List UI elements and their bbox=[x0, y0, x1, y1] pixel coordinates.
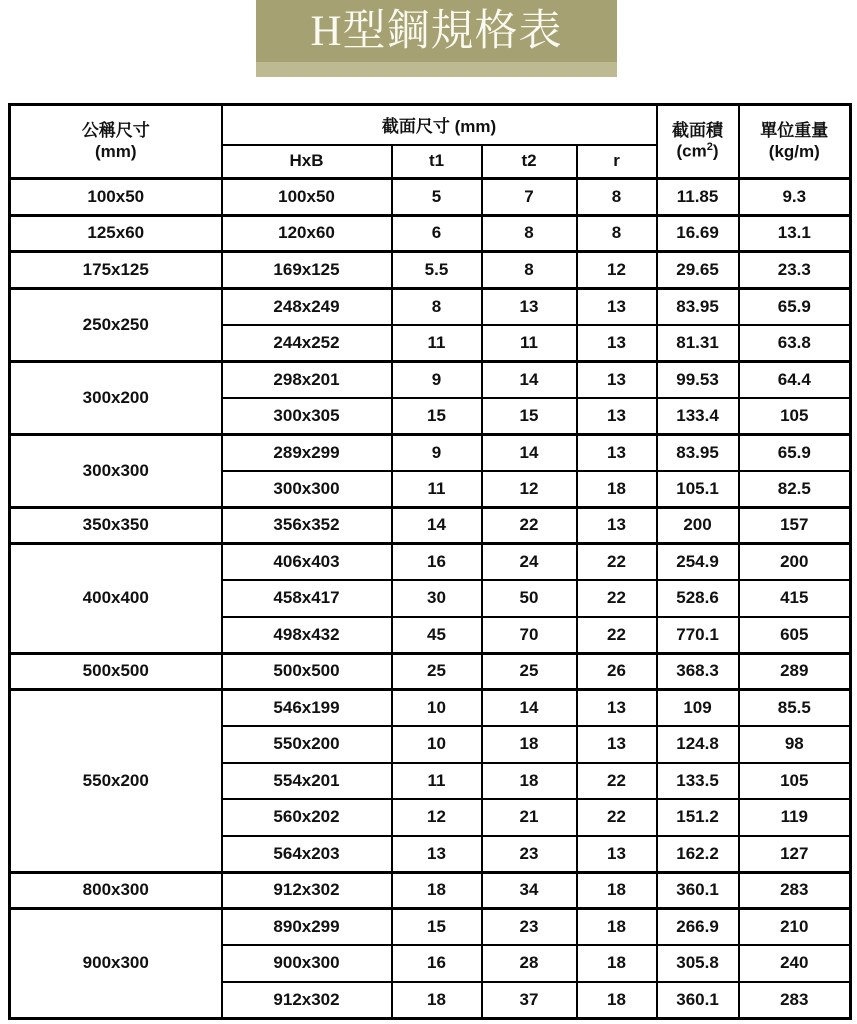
hxb-cell: 406x403 bbox=[222, 544, 392, 581]
header-r: r bbox=[577, 145, 657, 179]
hxb-cell: 500x500 bbox=[222, 653, 392, 690]
t2-cell: 15 bbox=[482, 398, 577, 435]
area-cell: 83.95 bbox=[657, 288, 739, 325]
area-cell: 83.95 bbox=[657, 434, 739, 471]
t1-cell: 10 bbox=[392, 690, 482, 727]
table-row bbox=[10, 653, 851, 690]
weight-cell: 119 bbox=[739, 799, 851, 836]
weight-cell: 105 bbox=[739, 398, 851, 435]
hxb-cell: 298x201 bbox=[222, 361, 392, 398]
header-section-size: 截面尺寸 (mm) bbox=[222, 105, 657, 145]
t1-cell: 15 bbox=[392, 398, 482, 435]
weight-cell: 9.3 bbox=[739, 179, 851, 216]
table-row bbox=[10, 690, 851, 727]
hxb-cell: 900x300 bbox=[222, 945, 392, 982]
t1-cell: 10 bbox=[392, 726, 482, 763]
header-t2: t2 bbox=[482, 145, 577, 179]
weight-cell: 13.1 bbox=[739, 215, 851, 252]
spec-table bbox=[8, 103, 852, 1020]
nominal-size-cell: 800x300 bbox=[10, 872, 222, 909]
weight-cell: 64.4 bbox=[739, 361, 851, 398]
nominal-size-cell: 300x200 bbox=[10, 361, 222, 434]
header-section-area-unit: $(cm^2)$ bbox=[676, 141, 719, 161]
weight-cell: 415 bbox=[739, 580, 851, 617]
area-cell: 124.8 bbox=[657, 726, 739, 763]
area-cell: 528.6 bbox=[657, 580, 739, 617]
t2-cell: 22 bbox=[482, 507, 577, 544]
t1-cell: 11 bbox=[392, 325, 482, 362]
t2-cell: 7 bbox=[482, 179, 577, 216]
weight-cell: 283 bbox=[739, 872, 851, 909]
nominal-size-cell: 175x125 bbox=[10, 252, 222, 289]
hxb-cell: 912x302 bbox=[222, 982, 392, 1019]
hxb-cell: 564x203 bbox=[222, 836, 392, 873]
weight-cell: 605 bbox=[739, 617, 851, 654]
nominal-size-cell: 125x60 bbox=[10, 215, 222, 252]
t2-cell: 70 bbox=[482, 617, 577, 654]
table-row bbox=[10, 434, 851, 471]
t1-cell: 18 bbox=[392, 982, 482, 1019]
nominal-size-cell: 350x350 bbox=[10, 507, 222, 544]
header-nominal-size bbox=[10, 105, 222, 179]
area-cell: 200 bbox=[657, 507, 739, 544]
r-cell: 13 bbox=[577, 690, 657, 727]
r-cell: 18 bbox=[577, 872, 657, 909]
area-cell: 133.4 bbox=[657, 398, 739, 435]
t2-cell: 21 bbox=[482, 799, 577, 836]
hxb-cell: 248x249 bbox=[222, 288, 392, 325]
t1-cell: 11 bbox=[392, 763, 482, 800]
r-cell: 13 bbox=[577, 507, 657, 544]
header-t1: t1 bbox=[392, 145, 482, 179]
hxb-cell: 356x352 bbox=[222, 507, 392, 544]
r-cell: 22 bbox=[577, 799, 657, 836]
t1-cell: 18 bbox=[392, 872, 482, 909]
hxb-cell: 458x417 bbox=[222, 580, 392, 617]
page-title: H型鋼規格表 bbox=[310, 8, 563, 55]
t2-cell: 12 bbox=[482, 471, 577, 508]
header-unit-weight-unit: (kg/m) bbox=[768, 141, 820, 161]
hxb-cell: 169x125 bbox=[222, 252, 392, 289]
weight-cell: 65.9 bbox=[739, 288, 851, 325]
weight-cell: 85.5 bbox=[739, 690, 851, 727]
table-row bbox=[10, 215, 851, 252]
r-cell: 12 bbox=[577, 252, 657, 289]
t2-cell: 18 bbox=[482, 763, 577, 800]
nominal-size-cell: 400x400 bbox=[10, 544, 222, 654]
weight-cell: 157 bbox=[739, 507, 851, 544]
area-cell: 770.1 bbox=[657, 617, 739, 654]
weight-cell: 210 bbox=[739, 909, 851, 946]
t2-cell: 28 bbox=[482, 945, 577, 982]
area-cell: 360.1 bbox=[657, 872, 739, 909]
header-unit-weight bbox=[739, 105, 851, 179]
t1-cell: 14 bbox=[392, 507, 482, 544]
table-row bbox=[10, 872, 851, 909]
nominal-size-cell: 900x300 bbox=[10, 909, 222, 1019]
weight-cell: 283 bbox=[739, 982, 851, 1019]
weight-cell: 200 bbox=[739, 544, 851, 581]
t2-cell: 14 bbox=[482, 434, 577, 471]
hxb-cell: 300x300 bbox=[222, 471, 392, 508]
table-row bbox=[10, 507, 851, 544]
table-header bbox=[10, 105, 851, 179]
hxb-cell: 912x302 bbox=[222, 872, 392, 909]
area-cell: 368.3 bbox=[657, 653, 739, 690]
r-cell: 18 bbox=[577, 909, 657, 946]
r-cell: 13 bbox=[577, 361, 657, 398]
t2-cell: 8 bbox=[482, 252, 577, 289]
r-cell: 13 bbox=[577, 288, 657, 325]
weight-cell: 127 bbox=[739, 836, 851, 873]
t2-cell: 8 bbox=[482, 215, 577, 252]
t1-cell: 30 bbox=[392, 580, 482, 617]
r-cell: 8 bbox=[577, 179, 657, 216]
weight-cell: 23.3 bbox=[739, 252, 851, 289]
weight-cell: 82.5 bbox=[739, 471, 851, 508]
r-cell: 18 bbox=[577, 945, 657, 982]
r-cell: 22 bbox=[577, 763, 657, 800]
table-row bbox=[10, 288, 851, 325]
header-row-1 bbox=[10, 105, 851, 145]
t1-cell: 6 bbox=[392, 215, 482, 252]
area-cell: 266.9 bbox=[657, 909, 739, 946]
r-cell: 13 bbox=[577, 836, 657, 873]
header-section-area bbox=[657, 105, 739, 179]
r-cell: 13 bbox=[577, 398, 657, 435]
hxb-cell: 244x252 bbox=[222, 325, 392, 362]
table-row bbox=[10, 909, 851, 946]
t2-cell: 13 bbox=[482, 288, 577, 325]
t1-cell: 5 bbox=[392, 179, 482, 216]
area-cell: 11.85 bbox=[657, 179, 739, 216]
title-banner bbox=[256, 0, 617, 77]
nominal-size-cell: 300x300 bbox=[10, 434, 222, 507]
t1-cell: 15 bbox=[392, 909, 482, 946]
header-unit-weight-label: 單位重量 bbox=[760, 121, 829, 141]
r-cell: 22 bbox=[577, 617, 657, 654]
weight-cell: 105 bbox=[739, 763, 851, 800]
header-nominal-size-unit: (mm) bbox=[94, 141, 137, 161]
nominal-size-cell: 250x250 bbox=[10, 288, 222, 361]
hxb-cell: 546x199 bbox=[222, 690, 392, 727]
hxb-cell: 560x202 bbox=[222, 799, 392, 836]
superscript-2: 2 bbox=[706, 141, 713, 154]
r-cell: 22 bbox=[577, 544, 657, 581]
t1-cell: 5.5 bbox=[392, 252, 482, 289]
header-section-area-label: 截面積 bbox=[672, 120, 724, 140]
t2-cell: 18 bbox=[482, 726, 577, 763]
weight-cell: 240 bbox=[739, 945, 851, 982]
t1-cell: 8 bbox=[392, 288, 482, 325]
t1-cell: 16 bbox=[392, 544, 482, 581]
r-cell: 8 bbox=[577, 215, 657, 252]
area-cell: 81.31 bbox=[657, 325, 739, 362]
r-cell: 13 bbox=[577, 325, 657, 362]
area-cell: 162.2 bbox=[657, 836, 739, 873]
t1-cell: 9 bbox=[392, 434, 482, 471]
table-row bbox=[10, 252, 851, 289]
t2-cell: 24 bbox=[482, 544, 577, 581]
t1-cell: 25 bbox=[392, 653, 482, 690]
hxb-cell: 100x50 bbox=[222, 179, 392, 216]
nominal-size-cell: 100x50 bbox=[10, 179, 222, 216]
r-cell: 22 bbox=[577, 580, 657, 617]
t2-cell: 23 bbox=[482, 909, 577, 946]
weight-cell: 65.9 bbox=[739, 434, 851, 471]
area-cell: 305.8 bbox=[657, 945, 739, 982]
t1-cell: 9 bbox=[392, 361, 482, 398]
t2-cell: 34 bbox=[482, 872, 577, 909]
area-cell: 16.69 bbox=[657, 215, 739, 252]
table-row bbox=[10, 361, 851, 398]
hxb-cell: 300x305 bbox=[222, 398, 392, 435]
table-row bbox=[10, 179, 851, 216]
t2-cell: 11 bbox=[482, 325, 577, 362]
t2-cell: 50 bbox=[482, 580, 577, 617]
t1-cell: 11 bbox=[392, 471, 482, 508]
table-row bbox=[10, 544, 851, 581]
r-cell: 18 bbox=[577, 982, 657, 1019]
area-cell: 151.2 bbox=[657, 799, 739, 836]
r-cell: 13 bbox=[577, 434, 657, 471]
t1-cell: 16 bbox=[392, 945, 482, 982]
t2-cell: 25 bbox=[482, 653, 577, 690]
r-cell: 18 bbox=[577, 471, 657, 508]
t2-cell: 37 bbox=[482, 982, 577, 1019]
area-cell: 133.5 bbox=[657, 763, 739, 800]
t1-cell: 12 bbox=[392, 799, 482, 836]
area-cell: 105.1 bbox=[657, 471, 739, 508]
r-cell: 26 bbox=[577, 653, 657, 690]
hxb-cell: 890x299 bbox=[222, 909, 392, 946]
nominal-size-cell: 500x500 bbox=[10, 653, 222, 690]
weight-cell: 289 bbox=[739, 653, 851, 690]
area-cell: 360.1 bbox=[657, 982, 739, 1019]
r-cell: 13 bbox=[577, 726, 657, 763]
area-cell: 254.9 bbox=[657, 544, 739, 581]
t2-cell: 14 bbox=[482, 361, 577, 398]
header-hxb: HxB bbox=[222, 145, 392, 179]
hxb-cell: 554x201 bbox=[222, 763, 392, 800]
hxb-cell: 498x432 bbox=[222, 617, 392, 654]
t1-cell: 45 bbox=[392, 617, 482, 654]
area-cell: 109 bbox=[657, 690, 739, 727]
hxb-cell: 289x299 bbox=[222, 434, 392, 471]
t1-cell: 13 bbox=[392, 836, 482, 873]
t2-cell: 14 bbox=[482, 690, 577, 727]
header-nominal-size-label: 公稱尺寸 bbox=[81, 121, 150, 141]
hxb-cell: 550x200 bbox=[222, 726, 392, 763]
weight-cell: 98 bbox=[739, 726, 851, 763]
t2-cell: 23 bbox=[482, 836, 577, 873]
area-cell: 29.65 bbox=[657, 252, 739, 289]
hxb-cell: 120x60 bbox=[222, 215, 392, 252]
spec-table-body bbox=[10, 179, 851, 1019]
weight-cell: 63.8 bbox=[739, 325, 851, 362]
area-cell: 99.53 bbox=[657, 361, 739, 398]
nominal-size-cell: 550x200 bbox=[10, 690, 222, 873]
